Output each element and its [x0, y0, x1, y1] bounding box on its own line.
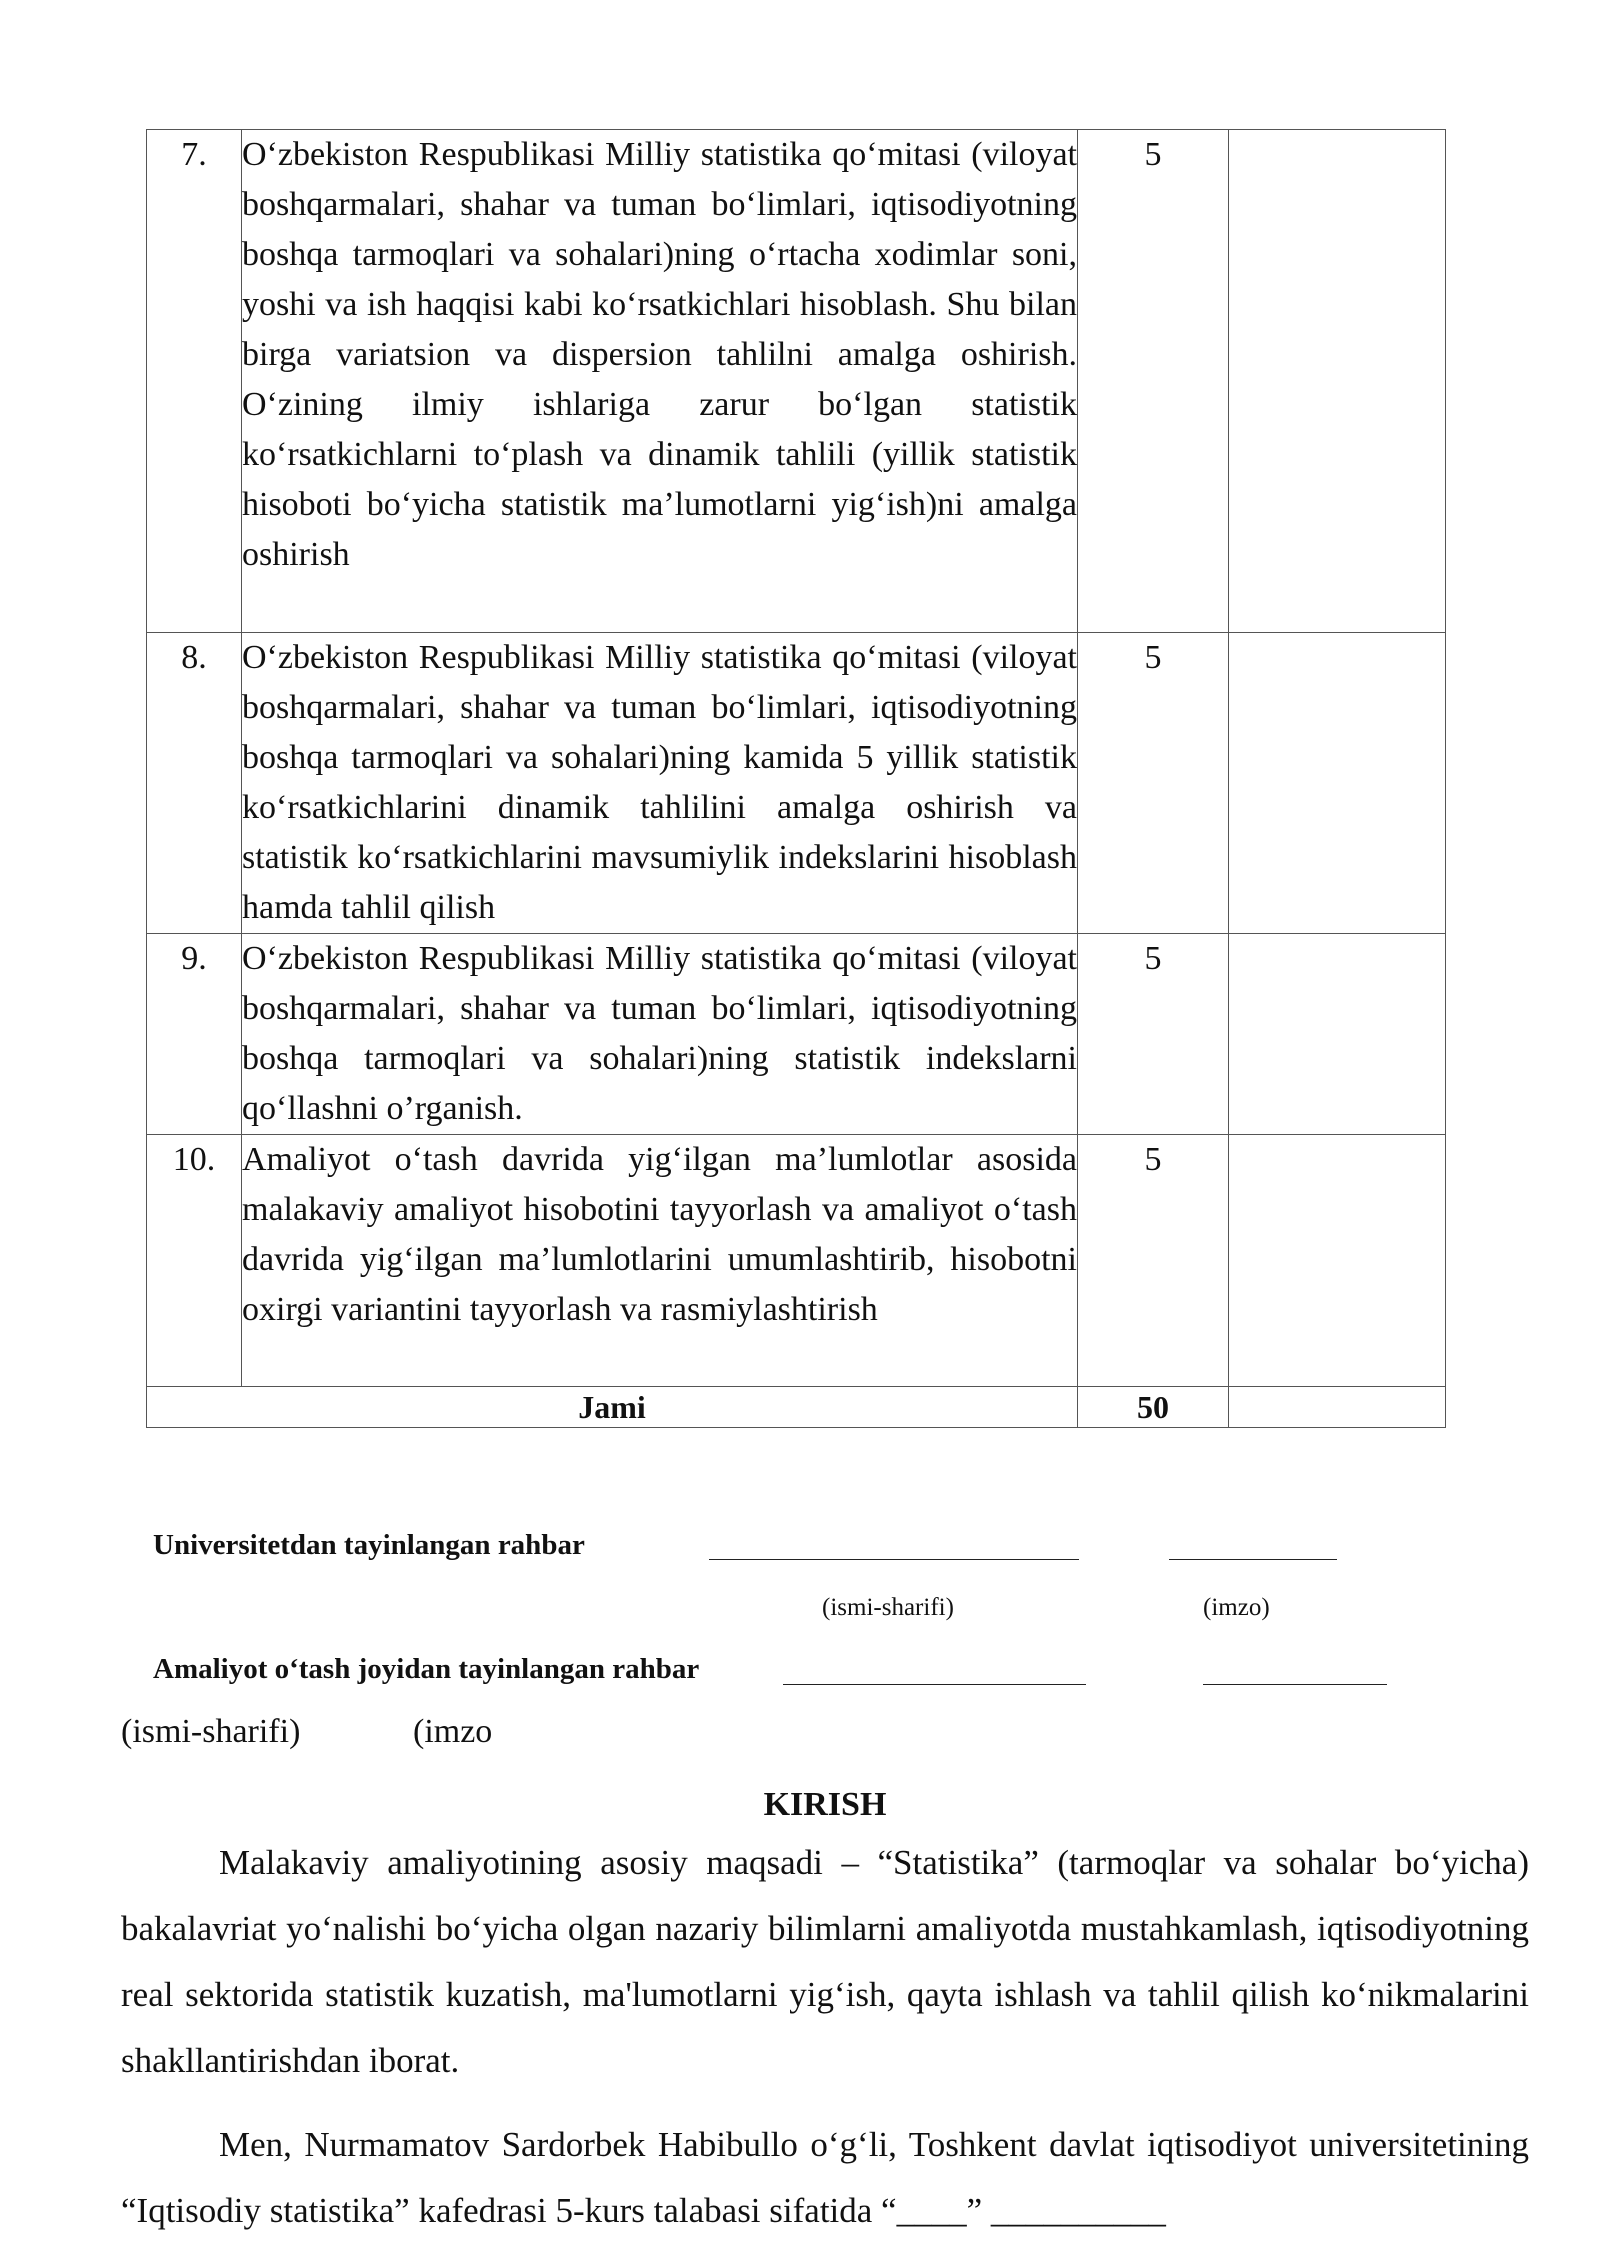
row-score-cell [1229, 130, 1446, 633]
author-paragraph: Men, Nurmamatov Sardorbek Habibullo o‘g‘li, Toshkent davlat iqtisodiyot universitetining “Iqtisodiy statistika” kafedrasi 5-kurs talabasi sifatida “____” __________ [121, 2125, 1529, 2230]
row-number: 7. [147, 130, 242, 633]
row-score-cell [1229, 1135, 1446, 1387]
sign-caption-2: (imzo [413, 1713, 493, 1750]
university-name-line [709, 1559, 1079, 1560]
total-row [147, 1387, 1446, 1428]
tasks-table [146, 129, 1446, 1428]
table-row [147, 934, 1446, 1135]
table-row [147, 1135, 1446, 1387]
site-name-line [783, 1684, 1086, 1685]
table-row [147, 130, 1446, 633]
row-points: 5 [1078, 130, 1229, 633]
row-description: O‘zbekiston Respublikasi Milliy statistika qo‘mitasi (viloyat boshqarmalari, shahar va tuman bo‘limlari, iqtisodiyotning boshqa tarmoqlari va sohalari)ning kamida 5 yillik statistik ko‘rsatkichlarini dinamik tahlilini amalga oshirish va statistik ko‘rsatkichlarini mavsumiylik indekslarini hisoblash hamda tahlil qilish [242, 633, 1078, 934]
total-label: Jami [147, 1387, 1078, 1428]
sign-caption: (imzo) [1203, 1594, 1270, 1621]
intro-paragraph: Malakaviy amaliyotining asosiy maqsadi – “Statistika” (tarmoqlar va sohalar bo‘yicha) bakalavriat yo‘nalishi bo‘yicha olgan nazariy bilimlarni amaliyotda mustahkamlash, iqtisodiyotning real sektorida statistik kuzatish, ma'lumotlarni yig‘ish, qayta ishlash va tahlil qilish ko‘nikmalarini shakllantirishdan iborat. [121, 1843, 1529, 2080]
site-sign-line [1203, 1684, 1387, 1685]
row-score-cell [1229, 934, 1446, 1135]
row-points: 5 [1078, 934, 1229, 1135]
row-number: 8. [147, 633, 242, 934]
row-number: 10. [147, 1135, 242, 1387]
name-caption: (ismi-sharifi) [822, 1594, 954, 1621]
site-supervisor-label: Amaliyot o‘tash joyidan tayinlangan rahbar [153, 1653, 700, 1685]
row-points: 5 [1078, 633, 1229, 934]
row-points: 5 [1078, 1135, 1229, 1387]
name-caption-2: (ismi-sharifi) [121, 1713, 301, 1750]
section-heading: KIRISH [763, 1786, 887, 1823]
university-sign-line [1169, 1559, 1337, 1560]
row-description: Amaliyot o‘tash davrida yig‘ilgan ma’lumlotlar asosida malakaviy amaliyot hisobotini tayyorlash va amaliyot o‘tash davrida yig‘ilgan ma’lumlotlarini umumlashtirib, hisobotni oxirgi variantini tayyorlash va rasmiylashtirish [242, 1135, 1078, 1387]
row-description: O‘zbekiston Respublikasi Milliy statistika qo‘mitasi (viloyat boshqarmalari, shahar va tuman bo‘limlari, iqtisodiyotning boshqa tarmoqlari va sohalari)ning o‘rtacha xodimlar soni, yoshi va ish haqqisi kabi ko‘rsatkichlari hisoblash. Shu bilan birga variatsion va dispersion tahlilni amalga oshirish. O‘zining ilmiy ishlariga zarur bo‘lgan statistik ko‘rsatkichlarni to‘plash va dinamik tahlili (yillik statistik hisoboti bo‘yicha statistik ma’lumotlarni yig‘ish)ni amalga oshirish [242, 130, 1078, 633]
row-score-cell [1229, 633, 1446, 934]
row-description: O‘zbekiston Respublikasi Milliy statistika qo‘mitasi (viloyat boshqarmalari, shahar va tuman bo‘limlari, iqtisodiyotning boshqa tarmoqlari va sohalari)ning statistik indekslarni qo‘llashni o’rganish. [242, 934, 1078, 1135]
university-supervisor-label: Universitetdan tayinlangan rahbar [153, 1529, 585, 1561]
row-number: 9. [147, 934, 242, 1135]
total-points: 50 [1078, 1387, 1229, 1428]
total-score-cell [1229, 1387, 1446, 1428]
table-row [147, 633, 1446, 934]
